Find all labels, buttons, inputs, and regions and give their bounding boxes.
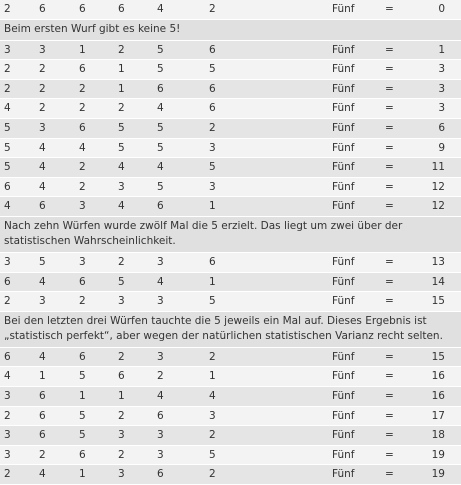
die-value: 1: [118, 389, 125, 402]
running-total: 15: [431, 295, 445, 308]
die-value: 2: [209, 3, 216, 15]
die-value: 4: [39, 468, 46, 481]
section-note: Beim ersten Wurf gibt es keine 5!: [0, 20, 461, 41]
table-row: [0, 367, 461, 387]
die-value: 5: [39, 255, 46, 268]
die-value: 2: [4, 468, 11, 481]
running-total: 11: [431, 161, 445, 174]
table-row: [0, 99, 461, 119]
die-value: 4: [118, 161, 125, 174]
die-value: 6: [39, 429, 46, 442]
running-total: 13: [431, 255, 445, 268]
die-value: 2: [4, 295, 11, 308]
die-value: 3: [118, 468, 125, 481]
die-value: 6: [118, 370, 125, 383]
table-row: [0, 139, 461, 159]
die-value: 6: [4, 180, 11, 193]
die-value: 3: [157, 448, 164, 461]
die-value: 4: [157, 389, 164, 402]
die-value: 4: [157, 161, 164, 174]
die-value: 6: [157, 409, 164, 422]
die-value: 5: [157, 43, 164, 56]
die-value: 2: [79, 161, 86, 174]
running-total: 3: [438, 63, 445, 76]
equals-sign: =: [385, 255, 394, 268]
die-value: 6: [157, 468, 164, 481]
die-value: 2: [118, 43, 125, 56]
die-value: 5: [209, 448, 216, 461]
die-value: 6: [4, 275, 11, 288]
equals-sign: =: [385, 200, 394, 213]
table-row: [0, 41, 461, 61]
die-value: 2: [118, 350, 125, 363]
table-row: [0, 348, 461, 368]
running-total: 12: [431, 200, 445, 213]
die-value: 2: [39, 448, 46, 461]
equals-sign: =: [385, 429, 394, 442]
die-value: 2: [209, 468, 216, 481]
row-label: Fünf: [332, 409, 355, 422]
die-value: 6: [39, 200, 46, 213]
die-value: 2: [79, 180, 86, 193]
die-value: 2: [79, 102, 86, 115]
section-note: Bei den letzten drei Würfen tauchte die 5 jeweils ein Mal auf. Dieses Ergebnis ist „statistisch perfekt“, aber wegen der natürlichen statistischen Varianz recht selten.: [0, 312, 461, 348]
table-row: [0, 446, 461, 466]
die-value: 6: [79, 275, 86, 288]
die-value: 6: [209, 43, 216, 56]
die-value: 2: [209, 429, 216, 442]
equals-sign: =: [385, 82, 394, 95]
die-value: 2: [79, 82, 86, 95]
table-row: [0, 80, 461, 100]
equals-sign: =: [385, 102, 394, 115]
table-row: [0, 119, 461, 139]
die-value: 3: [39, 295, 46, 308]
die-value: 5: [118, 121, 125, 134]
row-label: Fünf: [332, 63, 355, 76]
die-value: 1: [79, 389, 86, 402]
row-label: Fünf: [332, 102, 355, 115]
die-value: 3: [118, 180, 125, 193]
row-label: Fünf: [332, 141, 355, 154]
die-value: 6: [157, 200, 164, 213]
die-value: 1: [118, 82, 125, 95]
row-label: Fünf: [332, 350, 355, 363]
row-label: Fünf: [332, 121, 355, 134]
running-total: 1: [438, 43, 445, 56]
die-value: 4: [79, 141, 86, 154]
die-value: 3: [157, 255, 164, 268]
die-value: 2: [157, 370, 164, 383]
equals-sign: =: [385, 350, 394, 363]
die-value: 2: [118, 102, 125, 115]
die-value: 2: [39, 63, 46, 76]
table-row: [0, 292, 461, 312]
die-value: 6: [39, 3, 46, 15]
equals-sign: =: [385, 370, 394, 383]
table-row: [0, 426, 461, 446]
equals-sign: =: [385, 295, 394, 308]
die-value: 6: [157, 82, 164, 95]
equals-sign: =: [385, 180, 394, 193]
die-value: 3: [118, 295, 125, 308]
die-value: 6: [79, 63, 86, 76]
table-row: [0, 465, 461, 485]
equals-sign: =: [385, 161, 394, 174]
die-value: 6: [4, 350, 11, 363]
die-value: 6: [39, 409, 46, 422]
die-value: 2: [4, 63, 11, 76]
die-value: 3: [4, 43, 11, 56]
die-value: 5: [209, 295, 216, 308]
row-label: Fünf: [332, 43, 355, 56]
row-label: Fünf: [332, 370, 355, 383]
die-value: 3: [209, 180, 216, 193]
die-value: 4: [39, 141, 46, 154]
die-value: 2: [209, 350, 216, 363]
die-value: 5: [79, 429, 86, 442]
die-value: 3: [4, 389, 11, 402]
row-label: Fünf: [332, 200, 355, 213]
die-value: 5: [4, 121, 11, 134]
table-row: [0, 273, 461, 293]
row-label: Fünf: [332, 275, 355, 288]
die-value: 1: [39, 370, 46, 383]
equals-sign: =: [385, 409, 394, 422]
equals-sign: =: [385, 275, 394, 288]
die-value: 2: [79, 295, 86, 308]
die-value: 4: [39, 350, 46, 363]
die-value: 3: [79, 200, 86, 213]
running-total: 18: [431, 429, 445, 442]
running-total: 16: [431, 370, 445, 383]
die-value: 4: [4, 102, 11, 115]
table-row: [0, 60, 461, 80]
equals-sign: =: [385, 3, 394, 15]
row-label: Fünf: [332, 429, 355, 442]
equals-sign: =: [385, 389, 394, 402]
die-value: 2: [209, 121, 216, 134]
die-value: 4: [39, 161, 46, 174]
die-value: 3: [39, 121, 46, 134]
row-label: Fünf: [332, 255, 355, 268]
die-value: 4: [118, 200, 125, 213]
running-total: 6: [438, 121, 445, 134]
running-total: 14: [431, 275, 445, 288]
die-value: 3: [4, 448, 11, 461]
equals-sign: =: [385, 468, 394, 481]
die-value: 5: [118, 141, 125, 154]
die-value: 5: [118, 275, 125, 288]
running-total: 3: [438, 102, 445, 115]
table-row: [0, 0, 461, 20]
die-value: 3: [157, 350, 164, 363]
equals-sign: =: [385, 448, 394, 461]
running-total: 0: [438, 3, 445, 15]
die-value: 6: [209, 255, 216, 268]
die-value: 1: [79, 468, 86, 481]
die-value: 5: [157, 121, 164, 134]
running-total: 9: [438, 141, 445, 154]
die-value: 6: [79, 350, 86, 363]
row-label: Fünf: [332, 448, 355, 461]
table-row: [0, 253, 461, 273]
die-value: 1: [209, 200, 216, 213]
die-value: 6: [79, 3, 86, 15]
die-value: 3: [209, 409, 216, 422]
section-note: Nach zehn Würfen wurde zwölf Mal die 5 erzielt. Das liegt um zwei über der statistischen Wahrscheinlichkeit.: [0, 217, 461, 253]
die-value: 2: [118, 448, 125, 461]
die-value: 2: [39, 82, 46, 95]
row-label: Fünf: [332, 295, 355, 308]
die-value: 3: [157, 295, 164, 308]
row-label: Fünf: [332, 82, 355, 95]
die-value: 3: [4, 255, 11, 268]
row-label: Fünf: [332, 389, 355, 402]
die-value: 6: [209, 82, 216, 95]
die-value: 2: [118, 409, 125, 422]
running-total: 19: [431, 468, 445, 481]
equals-sign: =: [385, 121, 394, 134]
table-row: [0, 178, 461, 198]
die-value: 5: [157, 141, 164, 154]
die-value: 4: [4, 370, 11, 383]
equals-sign: =: [385, 141, 394, 154]
die-value: 4: [157, 102, 164, 115]
table-row: [0, 158, 461, 178]
table-row: [0, 387, 461, 407]
die-value: 3: [118, 429, 125, 442]
table-row: [0, 407, 461, 427]
die-value: 5: [209, 161, 216, 174]
die-value: 6: [209, 102, 216, 115]
die-value: 5: [157, 180, 164, 193]
die-value: 3: [4, 429, 11, 442]
die-value: 3: [79, 255, 86, 268]
die-value: 5: [79, 409, 86, 422]
running-total: 19: [431, 448, 445, 461]
die-value: 6: [39, 389, 46, 402]
die-value: 5: [157, 63, 164, 76]
die-value: 5: [4, 161, 11, 174]
die-value: 2: [4, 409, 11, 422]
row-label: Fünf: [332, 3, 355, 15]
die-value: 4: [157, 3, 164, 15]
die-value: 1: [209, 275, 216, 288]
die-value: 4: [39, 275, 46, 288]
die-value: 2: [118, 255, 125, 268]
die-value: 2: [39, 102, 46, 115]
die-value: 1: [79, 43, 86, 56]
die-value: 3: [39, 43, 46, 56]
row-label: Fünf: [332, 180, 355, 193]
die-value: 4: [39, 180, 46, 193]
equals-sign: =: [385, 63, 394, 76]
table-row: [0, 197, 461, 217]
row-label: Fünf: [332, 468, 355, 481]
die-value: 3: [157, 429, 164, 442]
die-value: 4: [157, 275, 164, 288]
die-value: 3: [209, 141, 216, 154]
die-value: 2: [4, 3, 11, 15]
die-value: 5: [79, 370, 86, 383]
running-total: 17: [431, 409, 445, 422]
running-total: 3: [438, 82, 445, 95]
die-value: 2: [4, 82, 11, 95]
die-value: 1: [118, 63, 125, 76]
die-value: 1: [209, 370, 216, 383]
running-total: 12: [431, 180, 445, 193]
row-label: Fünf: [332, 161, 355, 174]
die-value: 6: [118, 3, 125, 15]
die-value: 4: [4, 200, 11, 213]
die-value: 5: [4, 141, 11, 154]
die-value: 4: [209, 389, 216, 402]
running-total: 15: [431, 350, 445, 363]
die-value: 6: [79, 448, 86, 461]
running-total: 16: [431, 389, 445, 402]
equals-sign: =: [385, 43, 394, 56]
die-value: 5: [209, 63, 216, 76]
die-value: 6: [79, 121, 86, 134]
